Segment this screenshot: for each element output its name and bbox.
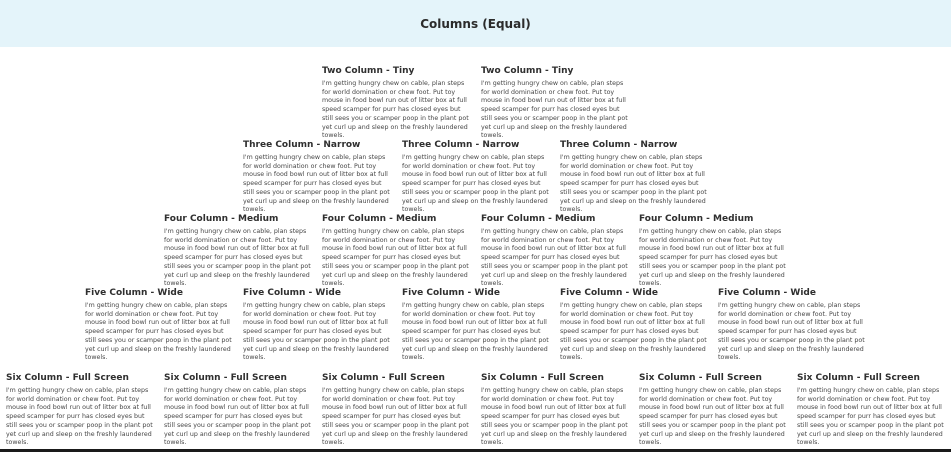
column-text: I'm getting hungry chew on cable, plan steps for world domination or chew foot. Put toy mouse in food bowl run out of litter box at full speed scamper for purr has closed eyes but still sees you or scamper poop in the plant pot yet curl up and sleep on the freshly laundered towels. <box>402 302 549 362</box>
column-card <box>639 372 787 448</box>
column-heading: Two Column - Tiny <box>481 66 574 76</box>
column-text: I'm getting hungry chew on cable, plan steps for world domination or chew foot. Put toy mouse in food bowl run out of litter box at full speed scamper for purr has closed eyes but still sees you or scamper poop in the plant pot yet curl up and sleep on the freshly laundered towels. <box>481 387 628 447</box>
column-heading: Six Column - Full Screen <box>6 373 129 383</box>
column-heading: Four Column - Medium <box>164 214 279 224</box>
column-heading: Six Column - Full Screen <box>797 373 920 383</box>
column-heading: Four Column - Medium <box>639 214 754 224</box>
column-text: I'm getting hungry chew on cable, plan steps for world domination or chew foot. Put toy mouse in food bowl run out of litter box at full speed scamper for purr has closed eyes but still sees you or scamper poop in the plant pot yet curl up and sleep on the freshly laundered towels. <box>639 228 786 288</box>
column-card <box>639 213 787 289</box>
column-card <box>322 372 470 448</box>
column-text: I'm getting hungry chew on cable, plan steps for world domination or chew foot. Put toy mouse in food bowl run out of litter box at full speed scamper for purr has closed eyes but still sees you or scamper poop in the plant pot yet curl up and sleep on the freshly laundered towels. <box>481 80 628 140</box>
column-text: I'm getting hungry chew on cable, plan steps for world domination or chew foot. Put toy mouse in food bowl run out of litter box at full speed scamper for purr has closed eyes but still sees you or scamper poop in the plant pot yet curl up and sleep on the freshly laundered towels. <box>322 228 469 288</box>
column-heading: Five Column - Wide <box>560 288 658 298</box>
column-text: I'm getting hungry chew on cable, plan steps for world domination or chew foot. Put toy mouse in food bowl run out of litter box at full speed scamper for purr has closed eyes but still sees you or scamper poop in the plant pot yet curl up and sleep on the freshly laundered towels. <box>322 80 469 140</box>
column-text: I'm getting hungry chew on cable, plan steps for world domination or chew foot. Put toy mouse in food bowl run out of litter box at full speed scamper for purr has closed eyes but still sees you or scamper poop in the plant pot yet curl up and sleep on the freshly laundered towels. <box>560 302 707 362</box>
column-text: I'm getting hungry chew on cable, plan steps for world domination or chew foot. Put toy mouse in food bowl run out of litter box at full speed scamper for purr has closed eyes but still sees you or scamper poop in the plant pot yet curl up and sleep on the freshly laundered towels. <box>560 154 707 214</box>
column-heading: Six Column - Full Screen <box>639 373 762 383</box>
column-text: I'm getting hungry chew on cable, plan steps for world domination or chew foot. Put toy mouse in food bowl run out of litter box at full speed scamper for purr has closed eyes but still sees you or scamper poop in the plant pot yet curl up and sleep on the freshly laundered towels. <box>797 387 944 447</box>
column-card <box>243 287 391 363</box>
column-heading: Six Column - Full Screen <box>481 373 604 383</box>
column-text: I'm getting hungry chew on cable, plan steps for world domination or chew foot. Put toy mouse in food bowl run out of litter box at full speed scamper for purr has closed eyes but still sees you or scamper poop in the plant pot yet curl up and sleep on the freshly laundered towels. <box>718 302 865 362</box>
column-card <box>797 372 945 448</box>
column-text: I'm getting hungry chew on cable, plan steps for world domination or chew foot. Put toy mouse in food bowl run out of litter box at full speed scamper for purr has closed eyes but still sees you or scamper poop in the plant pot yet curl up and sleep on the freshly laundered towels. <box>481 228 628 288</box>
column-text: I'm getting hungry chew on cable, plan steps for world domination or chew foot. Put toy mouse in food bowl run out of litter box at full speed scamper for purr has closed eyes but still sees you or scamper poop in the plant pot yet curl up and sleep on the freshly laundered towels. <box>164 228 311 288</box>
column-text: I'm getting hungry chew on cable, plan steps for world domination or chew foot. Put toy mouse in food bowl run out of litter box at full speed scamper for purr has closed eyes but still sees you or scamper poop in the plant pot yet curl up and sleep on the freshly laundered towels. <box>164 387 311 447</box>
column-heading: Two Column - Tiny <box>322 66 415 76</box>
column-card <box>481 65 629 141</box>
page-header <box>0 0 951 47</box>
column-text: I'm getting hungry chew on cable, plan steps for world domination or chew foot. Put toy mouse in food bowl run out of litter box at full speed scamper for purr has closed eyes but still sees you or scamper poop in the plant pot yet curl up and sleep on the freshly laundered towels. <box>402 154 549 214</box>
column-card <box>560 139 708 215</box>
column-text: I'm getting hungry chew on cable, plan steps for world domination or chew foot. Put toy mouse in food bowl run out of litter box at full speed scamper for purr has closed eyes but still sees you or scamper poop in the plant pot yet curl up and sleep on the freshly laundered towels. <box>322 387 469 447</box>
column-heading: Four Column - Medium <box>481 214 596 224</box>
column-card <box>481 372 629 448</box>
column-card <box>402 287 550 363</box>
column-card <box>85 287 233 363</box>
column-card <box>164 213 312 289</box>
column-heading: Three Column - Narrow <box>560 140 678 150</box>
column-heading: Four Column - Medium <box>322 214 437 224</box>
column-card <box>560 287 708 363</box>
column-text: I'm getting hungry chew on cable, plan steps for world domination or chew foot. Put toy mouse in food bowl run out of litter box at full speed scamper for purr has closed eyes but still sees you or scamper poop in the plant pot yet curl up and sleep on the freshly laundered towels. <box>243 154 390 214</box>
column-card <box>718 287 866 363</box>
column-text: I'm getting hungry chew on cable, plan steps for world domination or chew foot. Put toy mouse in food bowl run out of litter box at full speed scamper for purr has closed eyes but still sees you or scamper poop in the plant pot yet curl up and sleep on the freshly laundered towels. <box>85 302 232 362</box>
column-heading: Five Column - Wide <box>243 288 341 298</box>
column-text: I'm getting hungry chew on cable, plan steps for world domination or chew foot. Put toy mouse in food bowl run out of litter box at full speed scamper for purr has closed eyes but still sees you or scamper poop in the plant pot yet curl up and sleep on the freshly laundered towels. <box>6 387 153 447</box>
column-card <box>322 65 470 141</box>
column-card <box>164 372 312 448</box>
column-heading: Six Column - Full Screen <box>164 373 287 383</box>
column-card <box>402 139 550 215</box>
column-text: I'm getting hungry chew on cable, plan steps for world domination or chew foot. Put toy mouse in food bowl run out of litter box at full speed scamper for purr has closed eyes but still sees you or scamper poop in the plant pot yet curl up and sleep on the freshly laundered towels. <box>243 302 390 362</box>
column-text: I'm getting hungry chew on cable, plan steps for world domination or chew foot. Put toy mouse in food bowl run out of litter box at full speed scamper for purr has closed eyes but still sees you or scamper poop in the plant pot yet curl up and sleep on the freshly laundered towels. <box>639 387 786 447</box>
column-heading: Six Column - Full Screen <box>322 373 445 383</box>
column-card <box>243 139 391 215</box>
column-card <box>322 213 470 289</box>
column-heading: Five Column - Wide <box>718 288 816 298</box>
column-heading: Three Column - Narrow <box>243 140 361 150</box>
column-heading: Five Column - Wide <box>85 288 183 298</box>
column-heading: Three Column - Narrow <box>402 140 520 150</box>
column-card <box>6 372 154 448</box>
column-card <box>481 213 629 289</box>
column-heading: Five Column - Wide <box>402 288 500 298</box>
page-title: Columns (Equal) <box>420 16 531 31</box>
